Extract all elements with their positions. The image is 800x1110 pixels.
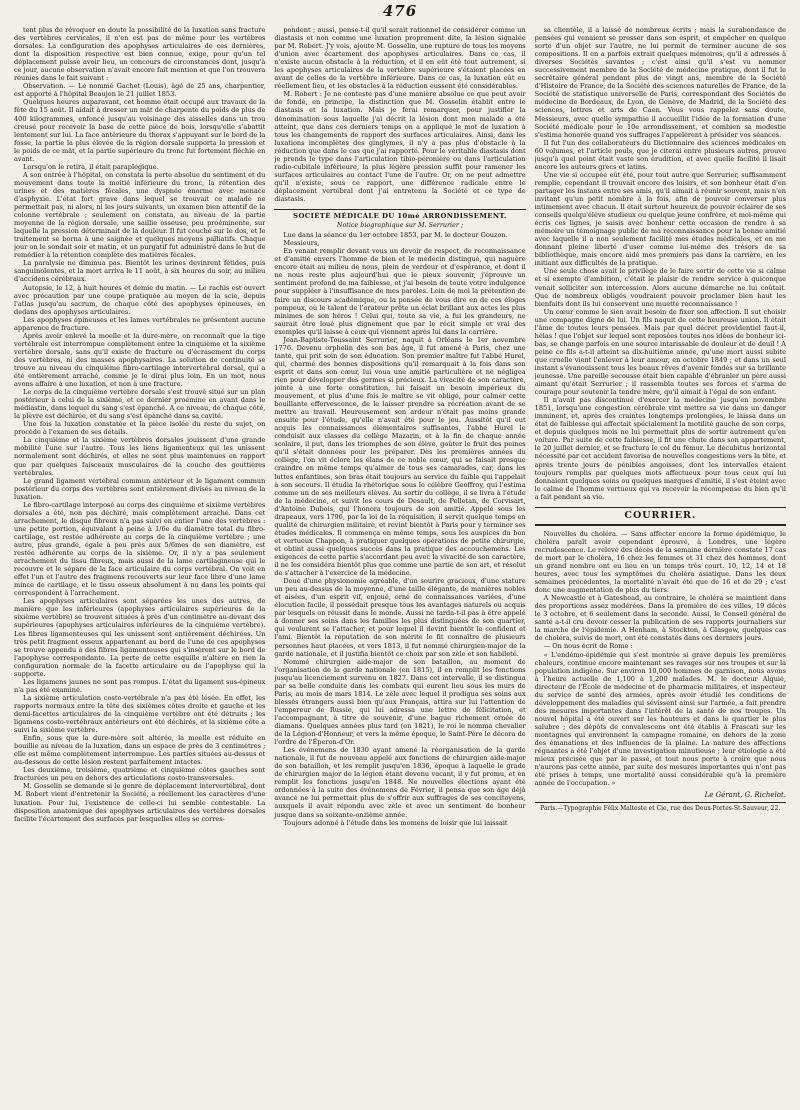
section-title: SOCIÉTÉ MÉDICALE DU 10me ARRONDISSEMENT. [293, 212, 507, 221]
paragraph: « L'endémo-épidémie qui s'est montrée si grave depuis les premières chaleurs, continue encore maintenant ses ravages sur nos troupes et sur la population indigène. Sur environ 10,000 hommes de garnison, nous avons à l'heure actuelle de 1,100 à 1,200 malades. M. le docteur Alquié, directeur de l'École de médecine et de pharmacie militaires, et inspecteur du service de santé des armées, après avoir étudié les conditions de développement des maladies qui sévissent ainsi sur l'armée, a fait prendre des mesures importantes dans l'intérêt de la santé de nos troupes. Un nouvel hôpital a été ouvert sur les hauteurs et dans le quartier le plus salubre ; des dépôts de convalescens ont été établis à Frascati sur les montagnes qui environnent la campagne romaine, en dehors de la zone des émanations et des influences de la plaine. La nature des affections régnantes a été l'objet d'une investigation minutieuse ; leur étiologie a été mieux précisée que par le passé, et tout nous porte à croire que nous n'aurons pas cette année, par suite des mesures importantes qui n'ont pas été prises à temps, une mortalité aussi considérable qu'à la première année de l'occupation. » [534, 650, 786, 788]
section-subtitle: Notice biographique sur M. Serrurier ; [336, 221, 464, 230]
paragraph: En venant remplir devant vous un devoir de respect, de reconnaissance et d'amitié envers l'homme de bien et le médecin distingué, qui naguère encore était au milieu de nous, plein de verdeur et d'espérance, et dont il ne nous reste plus aujourd'hui que le pieux souvenir, j'éprouve un sentiment profond de ma faiblesse, et j'ai besoin de toute votre indulgence pour suppléer à l'insuffisance de mes paroles. Loin de moi la prétention de faire un discours académique, ou la pensée de vous dire en de ces éloges pompeux, où le talent de l'orateur prête un éclat brillant aux actes les plus minimes de son héros ! Celui qui, toute sa vie, a fui les grandeurs, ne saurait être loué plus dignement que par le récit simple et vrai des exemples qu'il laisse à ceux qui viennent après lui dans la carrière. [274, 247, 526, 336]
paragraph: tent plus de révoquer en doute la possibilité de la luxation sans fracture des vertèbres cervicales, il n'en est pas de même pour les vertèbres dorsales. La configuration des apophyses articulaires de ces dernières, dont la disposition respective est bien connue, exige, pour qu'un tel déplacement puisse avoir lieu, un concours de circonstances dont, jusqu'à ce jour, aucune observation n'avait encore fait mention et que l'on trouvera réunies dans le fait suivant : [14, 26, 266, 83]
paragraph: M. Robert : Je ne conteste pas d'une manière absolue ce que peut avoir de fondé, en principe, la distinction que M. Gosselin établit entre le diastasis et la luxation. Mais je ferai remarquer, pour justifier la dénomination sous laquelle j'ai décrit la lésion dont mon malade a été atteint, que dans ces derniers temps on a appliqué le mot de luxation à tous les changements de rapport des surfaces articulaires. Ainsi, dans les luxations incomplètes des ginglymes, il n'y a pas plus d'obstacle à la réduction que dans le cas que j'ai rapporté. Pour le véritable diastasis dont je prends le type dans l'articulation tibio-péronière ou dans l'articulation radio-cubitale inférieure, la plus légère pression suffit pour ramener les surfaces articulaires au contact l'une de l'autre. Or, on ne peut admettre qu'il n'existe, sous ce rapport, une différence radicale entre le déplacement vertébral dont j'ai entretenu la Société et ce type de diastasis. [274, 90, 526, 203]
paragraph: Observation. — Le nommé Gachet (Louis), âgé de 25 ans, charpentier, est apporté à l'hôpital Beaujon le 21 juillet 1853. [14, 82, 266, 99]
paragraph: Une fois la luxation constatée et la pièce isolée du reste du sujet, on procède à l'examen de ses détails. [14, 420, 266, 437]
paragraph: pondent ; aussi, pense-t-il qu'il serait rationnel de considérer comme un diastasis et non comme une luxation proprement dite, la lésion signalée par M. Robert. J'y vois, ajoute M. Gosselin, une rupture de tous les moyens d'union avec écartement des apophyses articulaires. Dans ce cas, il n'existe aucun obstacle à la réduction, et il en eût été tout autrement, si les apophyses articulaires de la vertèbre supérieure s'étaient placées en avant de celles de la vertèbre inférieure. Dans ce cas, la luxation eût eu réellement lieu, et les obstacles à la réduction eussent été considérables. [274, 26, 526, 91]
paragraph: Les événemens de 1830 ayant amené la réorganisation de la garde nationale, il fut de nouveau appelé aux fonctions de chirurgien aide-major de son bataillon, et les remplit jusqu'en 1836, époque à laquelle le grade de chirurgien major de la légion étant devenu vacant, il y fut promu, et en remplit les fonctions jusqu'en 1848. Ne nouvelles élections ayant été ordonnées à la suite des événemens de Février, il pensa que son âge déjà avancé ne lui permettait plus de s'offrir aux suffrages de ses concitoyens, auxquels il avait répondu avec zèle et avec un sentiment de bonheur jusque dans sa soixante-onzième année. [274, 746, 526, 819]
section-rule [274, 209, 525, 210]
paragraph: Un cœur comme le sien avait besoin de fixer son affection. Il sut choisir une compagne digne de lui. Un fils naquit de cette heureuse union. Il était l'âme de toutes leurs pensées. Mais par quel décret providentiel faut-il, hélas ! que l'objet sur lequel sont reposées toutes nos idées de bonheur ici-bas, se change parfois en une source intarissable de douleur et de deuil ! A peine ce fils a-t-il atteint sa dix-huitième année, qu'une mort aussi subite que cruelle vient l'enlever à leur amour, en octobre 1849 ; et dans un seul instant s'évanouissent tous les beaux rêves d'avenir fondés sur sa brillante jeunesse. Une pareille secousse était bien capable d'ébranler un père aussi aimant qu'était Serrurier ; il rassembla toutes ses forces et s'arma de courage pour soutenir la tendre mère, qu'il aimait à l'égal de son enfant. [534, 307, 786, 397]
paragraph: A son entrée à l'hôpital, on constata la perte absolue du sentiment et du mouvement dans toute la moitié inférieure du tronc, la rétention des urines et des matières fécales, une dyspnée énorme avec menace d'asphyxie. L'état fort grave dans lequel se trouvait ce malade ne permettait pas, ni alors, ni les jours suivants, un examen bien attentif de la colonne vertébrale ; seulement on constata, au niveau de la partie moyenne de la région dorsale, une saillie osseuse, peu proéminente, sur laquelle la pression déterminait de la douleur. Il fut couché sur le dos, et le traitement se borna à une saignée et quelques moyens palliatifs. Chaque jour on le sondait soir et matin, et un purgatif fut administré dans le but de remédier à la rétention complète des matières fécales. [14, 170, 266, 260]
paragraph: Une vie si occupée eût été, pour tout autre que Serrurier, suffisamment remplie, cependant il trouvait encore des loisirs, et son bonheur était d'en partager les instans entre ses amis, qu'il aimait à réunir souvent, mais n'en invitant qu'un petit nombre à la fois, afin de pouvoir converser plus intimement avec chacun. Il était surtout heureux de pouvoir éclairer de ses conseils quelqu'élève studieux ou quelque jeune confrère, et moi-même qui écris ces lignes, je saisis avec bonheur cette occasion de rendre à sa mémoire un témoignage public de ma reconnaissance pour la bonne amitié avec laquelle il a non seulement facilité mes études médicales, et en me donnant pleine liberté d'user comme lui-même des trésors de sa bibliothèque, mais encore aidé mes premiers pas dans la carrière, en les initiant aux difficultés de la pratique. [534, 170, 786, 268]
paragraph: Nouvelles du choléra. — Sans affecter encore la forme épidémique, le choléra paraît avoir cependant éprouvé, à Londres, une légère recrudescence. Le relevé des décès de la semaine dernière constate 17 cas de mort par le choléra, 16 chez les femmes et 31 chez des hommes, dont un grand nombre ont eu lieu en un temps très court. 10, 12, 14 et 18 heures, avec tous les symptômes du choléra asiatique. Dans les deux semaines précédentes, la mortalité n'avait été que de 16 et de 29 ; c'est donc une augmentation de plus du tiers. [534, 529, 786, 595]
column-1 [14, 26, 265, 1096]
courrier-rule [535, 507, 786, 508]
paragraph: Après avoir enlevé la moelle et la dure-mère, on reconnaît que la tige vertébrale est interrompue complètement entre la cinquième et la sixième vertèbre dorsale, sans qu'il existe de fracture ou d'écrasement du corps des vertèbres, ni des masses apophysaires. La solution de continuité se trouve au niveau du cinquième fibro-cartilage intervertébral dorsal, qui a été entièrement arraché, comme je le dirai plus loin. En un mot, nous avons affaire à une luxation, et non à une fracture. [14, 331, 266, 389]
paragraph: Les apophyses articulaires sont séparées les unes des autres, de manière que les inférieures (apophyses articulaires supérieures de la sixième vertèbre) se trouvent situées à près d'un centimètre au-devant des supérieures (apophyses articulaires inférieures de la cinquième vertèbre). Les fibres ligamenteuses qui les unissent sont entièrement déchirées. Un très petit fragment osseux appartenant au bord de l'une de ces apophyses se trouve appendu à des fibres ligamenteuses qui s'insèrent sur le bord de l'apophyse correspondante. La perte de cette esquille n'altère en rien la configuration normale de la facette articulaire ou de l'apophyse qui la supporte. [14, 597, 266, 678]
paragraph: Le fibro-cartilage interposé au corps des cinquième et sixième vertèbres dorsales a été, non pas déchiré, mais complètement arraché. Dans cet arrachement, le disque fibreux n'a pas suivi en entier l'une des vertèbres : une petite portion, équivalant à peine à 1/6e du diamètre total du fibro-cartilage, est restée adhérente au corps de la cinquième vertèbre ; une autre, plus grande, égale à peu près aux 5/6mes de son diamètre, est restée adhérente au corps de la sixième. Or, il n'y a pas seulement arrachement du tissu fibreux, mais aussi de la lame cartilagineuse qui le recouvre et le sépare de la face articulaire du corps vertébral. On voit en effet l'un et l'autre des fragmens recouverts sur leur face libre d'une lame mince de cartilage, et le tissu osseux absolument à nu dans les points qui correspondent à l'arrachement. [14, 500, 266, 598]
paragraph: Les ligamens jaunes ne sont pas rompus. L'état du ligament sus-épineux n'a pas été examiné. [14, 677, 266, 694]
paragraph: Les deuxième, troisième, quatrième et cinquième côtes gauches sont fracturées un peu en dehors des articulations costo-transversales. [14, 766, 266, 783]
paragraph: — On nous écrit de Rome : [543, 642, 633, 651]
page-number: 476 [382, 2, 418, 20]
column-3 [535, 26, 786, 1096]
paragraph: sa clientèle, il a laissé de nombreux écrits ; mais la surabondance de pensées qui venaient se presser dans son esprit, et empêcher en quelque sorte d'un objet sur l'autre, ne lui permit de terminer aucune de ses compositions. Il en a parfois extrait quelques mémoires, qu'il a adressés à diverses Sociétés savantes ; c'est ainsi qu'il s'est vu nommer successivement membre de la Société de médecine pratique, dont il fut le secrétaire général pendant plus de vingt ans, membre de la Société d'Histoire de France, de la Société des sciences naturelles de France, de la Société de statistique universelle de Paris, correspondant des Sociétés de médecine de Bordeaux, de Lyon, de Genève, de Madrid, de la Société des sciences, lettres et arts de Caen. Vous vous rappelez sans doute, Messieurs, avec quelle sympathie il accueillit l'idée de la formation d'une Société médicale pour le 10e arrondissement, et combien sa modestie s'estima honorée quand vos suffrages l'appelèrent à présider vos séances. [534, 26, 786, 139]
signature: Le Gérant, G. Richelot. [704, 791, 786, 800]
paragraph: Lorsqu'on le retira, il était paraplégique. [23, 162, 159, 171]
paragraph: Quelques heures auparavant, cet homme était occupé aux travaux de la fête du 15 août. Il aidait à dresser un mât de charpente du poids de plus de 400 kilogrammes, enfoncé jusqu'au voisinage des aisselles dans un trou creusé pour recevoir la base de cette pièce de bois, lorsqu'elle s'abattit lentement sur lui. La face antérieure du thorax s'appuyant sur le bord de la fosse, la partie la plus élevée de la région dorsale supporta la pression et le poids de ce mât, et la partie supérieure du tronc fut fortement fléchie en avant. [14, 98, 266, 163]
paragraph: Il n'avait pas discontinué d'exercer la médecine jusqu'en novembre 1851, lorsqu'une congestion cérébrale vint mettre sa vie dans un danger imminent, et, après des craintes longtemps prolongées, le laissa dans un état de faiblesse qui affectait spécialement la motilité gauche de son corps, et depuis quelques mois ne lui permettait plus de sortir autrement qu'en voiture. Par suite de cette faiblesse, il fit une chute dans son appartement, le 20 juillet dernier, et se fractura le col du fémur. Le décubitus horizontal nécessité par cet accident favorisa de nouvelles congestions vers la tête, et après trente jours de pénibles angoisses, dont les intervalles étaient toujours remplis par quelques mots affectueux pour tous ceux qui lui donnaient quelques soins ou quelques marques d'amitié, il s'est éteint avec le calme de l'homme vertueux qui va recevoir la récompense du bien qu'il a fait pendant sa vie. [534, 396, 786, 501]
paragraph: Il fut l'un des collaborateurs du Dictionnaire des sciences médicales en 60 volumes, et l'article pouls, que je citerai entre plusieurs autres, prouve jusqu'à quel point était vaste son érudition, et avec quelle facilité il lisait encore les auteurs grecs et latins. [534, 138, 786, 171]
paragraph: La cinquième et la sixième vertèbres dorsales jouissent d'une grande mobilité l'une sur l'autre. Tous les liens ligamenteux qui les unissent normalement sont déchirés, et elles ne sont plus maintenues en rapport que par quelques faisceaux musculaires de la couche des gouttières vertébrales. [14, 436, 266, 477]
paragraph: Toujours adonné à l'étude dans les momens de loisir que lui laissait [283, 818, 508, 827]
paragraph: Enfin, sous que la dure-mère soit altérée, la moelle est réduite en bouillie au niveau de la luxation, dans un espace de près de 3 centimètres ; elle est même complètement interrompue. Les parties situées au-dessus et au-dessous de cette lésion restent parfaitement intactes. [14, 734, 266, 767]
paragraph: Messieurs, [283, 239, 320, 248]
paragraph: A Newcastle et à Gateshead, au contraire, le choléra se maintient dans des proportions assez modérées. Dans la première de ces villes, 19 décès le 3 octobre, et 6 seulement dans la seconde. Aussi, le Conseil général de santé a-t-il cru devoir cesser la publication de ses rapports journaliers sur la marche de l'épidémie. A Henham, à Stockton, à Glasgow, quelques cas de choléra, suivis de mort, ont été constatés dans ces derniers jours. [534, 594, 786, 643]
paragraph: Les apophyses épineuses et les lames vertébrales ne présentent aucune apparence de fracture. [14, 315, 266, 332]
paragraph: Jean-Baptiste-Toussaint Serrurier, naquit à Orléans le 1er novembre 1776. Devenu orphelin dès son bas âge, il fut amené à Paris, chez une tante, qui prit soin de son éducation. Son premier maître fut l'abbé Hurel, qui, charmé des bonnes dispositions qu'il remarquait à la fois dans son esprit et dans son cœur, lui voua une amitié particulière et ne négligea rien pour développer des germes si précieux. La vivacité de son caractère, jointe à une forte constitution, lui faisait un besoin impérieux du mouvement, et plus d'une fois le maître se vit obligé, pour calmer cette bouillante effervescence, de le laisser prendre sa récréation avant de se mettre au travail. Heureusement son ardeur n'était pas moins grande ensuite pour l'étude, qu'elle n'avait été pour le jeu. Aussitôt qu'il eut acquis les connaissances élémentaires suffisantes, l'abbé Hurel le conduisit aux classes du collège Mazarin, et à la fin de chaque année scolaire, il put, dans les triomphes de son élève, goûter le fruit des peines qu'il s'était données pour les préparer. Dès les premières années du collège, l'on vit éclore les élans de ce noble cœur, qui se faisait presque craindre en même temps qu'aimer de tous ses camarades, car, dans les luttes enfantines, son bras était toujours au service du faible qui l'appelait à son secours. Il étudia la rhétorique sous le célèbre Geoffroy, qui l'estima comme un de ses meilleurs élèves. Au sortir du collège, il se livra à l'étude de la médecine, et suivit les cours de Desault, de Pelletan, de Corvisart, d'Antoine Dubois, qui l'honora toujours de son amitié. Appelé sous les drapeaux, vers 1796, par la loi de la réquisition, il servit quelque temps en qualité de chirurgien militaire, et revint bientôt à Paris pour y terminer ses études médicales. Il commença en même temps, sous les auspices du bon et vertueux Chappon, à pratiquer quelques opérations de petite chirurgie, et obtint aussi quelques succès dans la pratique des accouchemens. Les exigences de cette partie s'accordant peu avec la vivacité de son caractère, il ne les considéra bientôt plus que comme une partie de son art, et résolut de s'attacher à l'exercice de la médecine. [274, 335, 526, 578]
imprint: Paris.—Typographie Félix Malteste et Cie, rue des Deux-Portes-St-Sauveur, 22. [535, 802, 786, 813]
paragraph: Une seule chose avait le privilège de le faire sortir de cette vie si calme et si exempte d'ambition, c'était le plaisir de rendre service à quiconque venait solliciter son intercession. Alors aucune démarche ne lui coûtait. Que de nombreux obligés voudraient pouvoir proclamer bien haut les bienfaits dont ils lui conservent une muette reconnaissance ! [534, 267, 786, 308]
paragraph: La sixième articulation costo-vertébrale n'a pas été lésée. En effet, les rapports normaux entre la tête des sixièmes côtes droite et gauche et les demi-facettes articulaires de la cinquième vertèbre ont été détruits ; les ligamens costo-vertébraux antérieurs ont été déchirés, et la sixième côte a suivi la sixième vertèbre. [14, 693, 266, 735]
columns [14, 26, 786, 1096]
paragraph: Le grand ligament vertébral commun antérieur et le ligament commun postérieur du corps des vertèbres sont entièrement divisés au niveau de la luxation. [14, 476, 266, 501]
paragraph: Autopsie, le 12, à huit heures et demie du matin. — Le rachis est ouvert avec précaution par une coupe pratiquée au moyen de la scie, depuis l'atlas jusqu'au sacrum, de chaque côté des apophyses épineuses, en dedans des apophyses articulaires. [14, 283, 266, 316]
column-2 [274, 26, 525, 1096]
paragraph: Nommé chirurgien aide-major de son bataillon, au moment de l'organisation de la garde nationale (en 1815), il en remplit les fonctions jusqu'au licenciement survenu en 1827. Dans cet intervalle, il se distingua par sa belle conduite dans les combats qui eurent lieu sous les murs de Paris, au mois de mars 1814. Le zèle avec lequel il prodigua ses soins aux blessés étrangers aussi bien qu'aux Français, attira sur lui l'attention de l'empereur de Russie, qui lui adressa une lettre de félicitation, et l'accompagnant, à titre de souvenir, d'une bague richement ornée de diamans. Quelques années plus tard (en 1821), le roi le nomma chevalier de la Légion-d'Honneur, et vers la même époque, le Saint-Père le décora de l'ordre de l'Éperon-d'Or. [274, 657, 526, 747]
courrier-title: COURRIER. [624, 509, 697, 521]
paragraph: Doué d'une physionomie agréable, d'un sourire gracieux, d'une stature un peu au-dessus de la moyenne, d'une taille élégante, de manières nobles et aisées, d'un esprit vif, enjoué, orné de connaissances variées, d'une élocution facile, il possédait presque tous les avantages naturels ou acquis par lesquels on réussit dans le monde. Aussi ne tarda-t-il pas à être appelé à donner ses soins dans les familles les plus distinguées de son quartier, qui voulurent se l'attacher, et pour lequel il devint bientôt le confident et l'ami. Bientôt la réputation de son mérite le fit connaître de plusieurs personnes haut placées, et vers 1813, il fut nommé chirurgien-major de la garde nationale, et il justifia bientôt ce choix par son zèle et son habileté. [274, 577, 526, 658]
paragraph: M. Gosselin se demande si le genre de déplacement intervertébral, dont M. Robert vient d'entretenir la Société, a réellement les caractères d'une luxation. Pour lui, l'existence de celle-ci lui semble contestable. La disposition anatomique des apophyses articulaires des vertèbres dorsales facilite l'écartement des surfaces par lesquelles elles se corres- [14, 782, 266, 823]
section-byline: Lue dans la séance du 1er octobre 1853, par M. le docteur Gouzon. [283, 231, 508, 240]
paragraph: La paralysie ne diminua pas. Bientôt les urines devinrent fétides, puis sanguinolentes, et la mort arriva le 11 août, à six heures du soir, au milieu d'accidens cérébraux. [14, 259, 266, 284]
courrier-rule-double [535, 524, 786, 526]
paragraph: Le corps de la cinquième vertèbre dorsale s'est trouvé situé sur un plan postérieur à celui de la sixième, et ce dernier proémine en avant dans le médiastin, dans lequel du sang s'est épanché. A ce niveau, de chaque côté, la plèvre est déchirée, et du sang s'est épanché dans sa cavité. [14, 388, 266, 421]
